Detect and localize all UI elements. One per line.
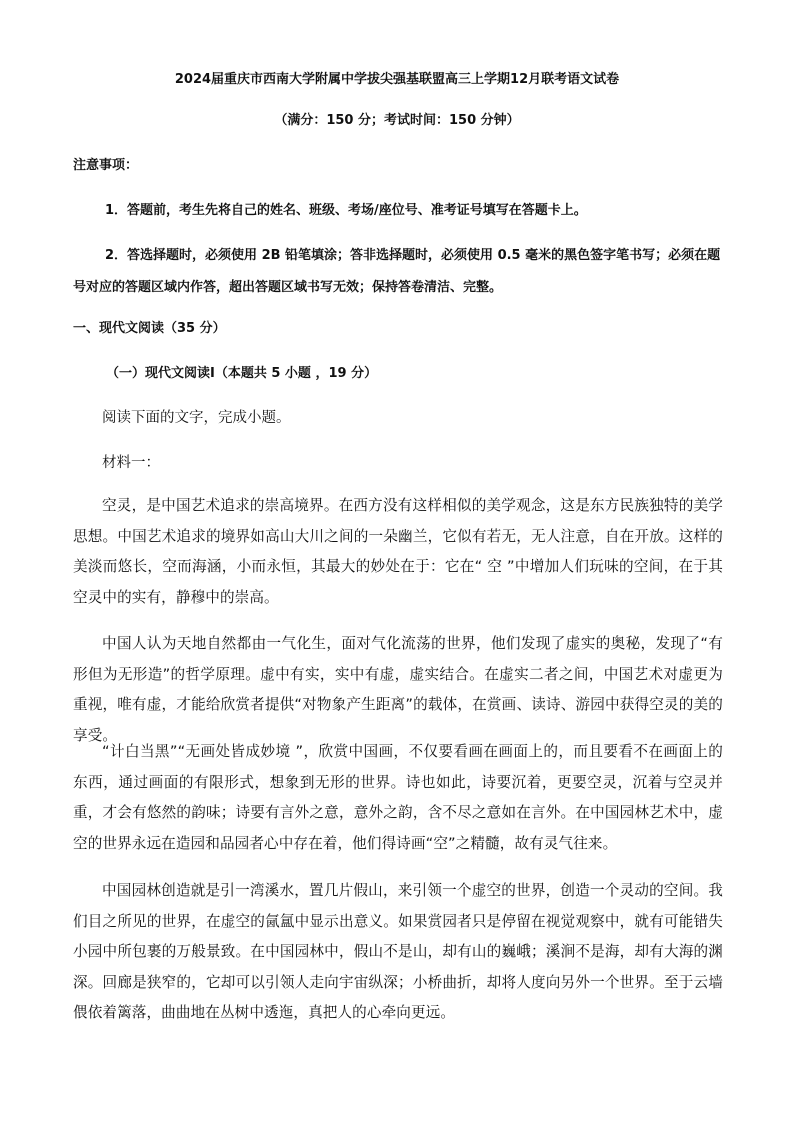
reading-instruction: 阅读下面的文字，完成小题。 xyxy=(102,410,291,426)
paragraph-4: 中国园林创造就是引一湾溪水，置几片假山，来引领一个虚空的世界，创造一个灵动的空间。我们目之所见的世界，在虚空的氤氲中显示出意义。如果赏园者只是停留在视觉观察中，就有可能错失小园中所包裹的万般景致。在中国园林中，假山不是山，却有山的巍峨；溪涧不是海，却有大海的渊深。回廊是狭窄的，它却可以引领人走向宇宙纵深；小桥曲折，却将人度向另外一个世界。至于云墙偎依着篱落，曲曲地在丛树中透迤，真把人的心牵向更远。 xyxy=(73,882,723,1021)
notice-item-2: 2．答选择题时，必须使用 2B 铅笔填涂；答非选择题时，必须使用 0.5 毫米的黑色签字笔书写；必须在题号对应的答题区域内作答，超出答题区域书写无效；保持答卷清洁、完整。 xyxy=(73,248,721,295)
section-heading: 一、现代文阅读（35 分） xyxy=(73,321,226,336)
subsection-heading: （一）现代文阅读Ⅰ（本题共 5 小题 ，19 分） xyxy=(106,366,378,381)
notice-heading: 注意事项： xyxy=(73,158,139,173)
exam-subtitle: （满分：150 分；考试时间：150 分钟） xyxy=(274,113,520,128)
paragraph-3: “计白当黑”“无画处皆成妙境 ”，欣赏中国画，不仅要看画在画面上的，而且要看不在画面上的东西，通过画面的有限形式，想象到无形的世界。诗也如此，诗要沉着，更要空灵，沉着与空灵并重，才会有悠然的韵味；诗要有言外之意，意外之韵，含不尽之意如在言外。在中国园林艺术中，虚空的世界永远在造园和品园者心中存在着，他们得诗画“空”之精髓，故有灵气往来。 xyxy=(73,743,723,852)
notice-item-1: 1．答题前，考生先将自己的姓名、班级、考场/座位号、准考证号填写在答题卡上。 xyxy=(105,203,587,218)
exam-title: 2024届重庆市西南大学附属中学拔尖强基联盟高三上学期12月联考语文试卷 xyxy=(174,72,620,87)
material-label: 材料一： xyxy=(102,455,160,471)
paragraph-2: 中国人认为天地自然都由一气化生，面对气化流荡的世界，他们发现了虚实的奥秘，发现了“有形但为无形造”的哲学原理。虚中有实，实中有虚，虚实结合。在虚实二者之间，中国艺术对虚更为重视，唯有虚，才能给欣赏者提供“对物象产生距离”的载体，在赏画、读诗、游园中获得空灵的美的享受。 xyxy=(73,635,723,744)
paragraph-1: 空灵，是中国艺术追求的崇高境界。在西方没有这样相似的美学观念，这是东方民族独特的美学思想。中国艺术追求的境界如高山大川之间的一朵幽兰，它似有若无，无人注意，自在开放。这样的美淡而悠长，空而海涵，小而永恒，其最大的妙处在于：它在“ 空 ”中增加人们玩味的空间，在于其空灵中的实有，静穆中的崇高。 xyxy=(73,497,723,606)
